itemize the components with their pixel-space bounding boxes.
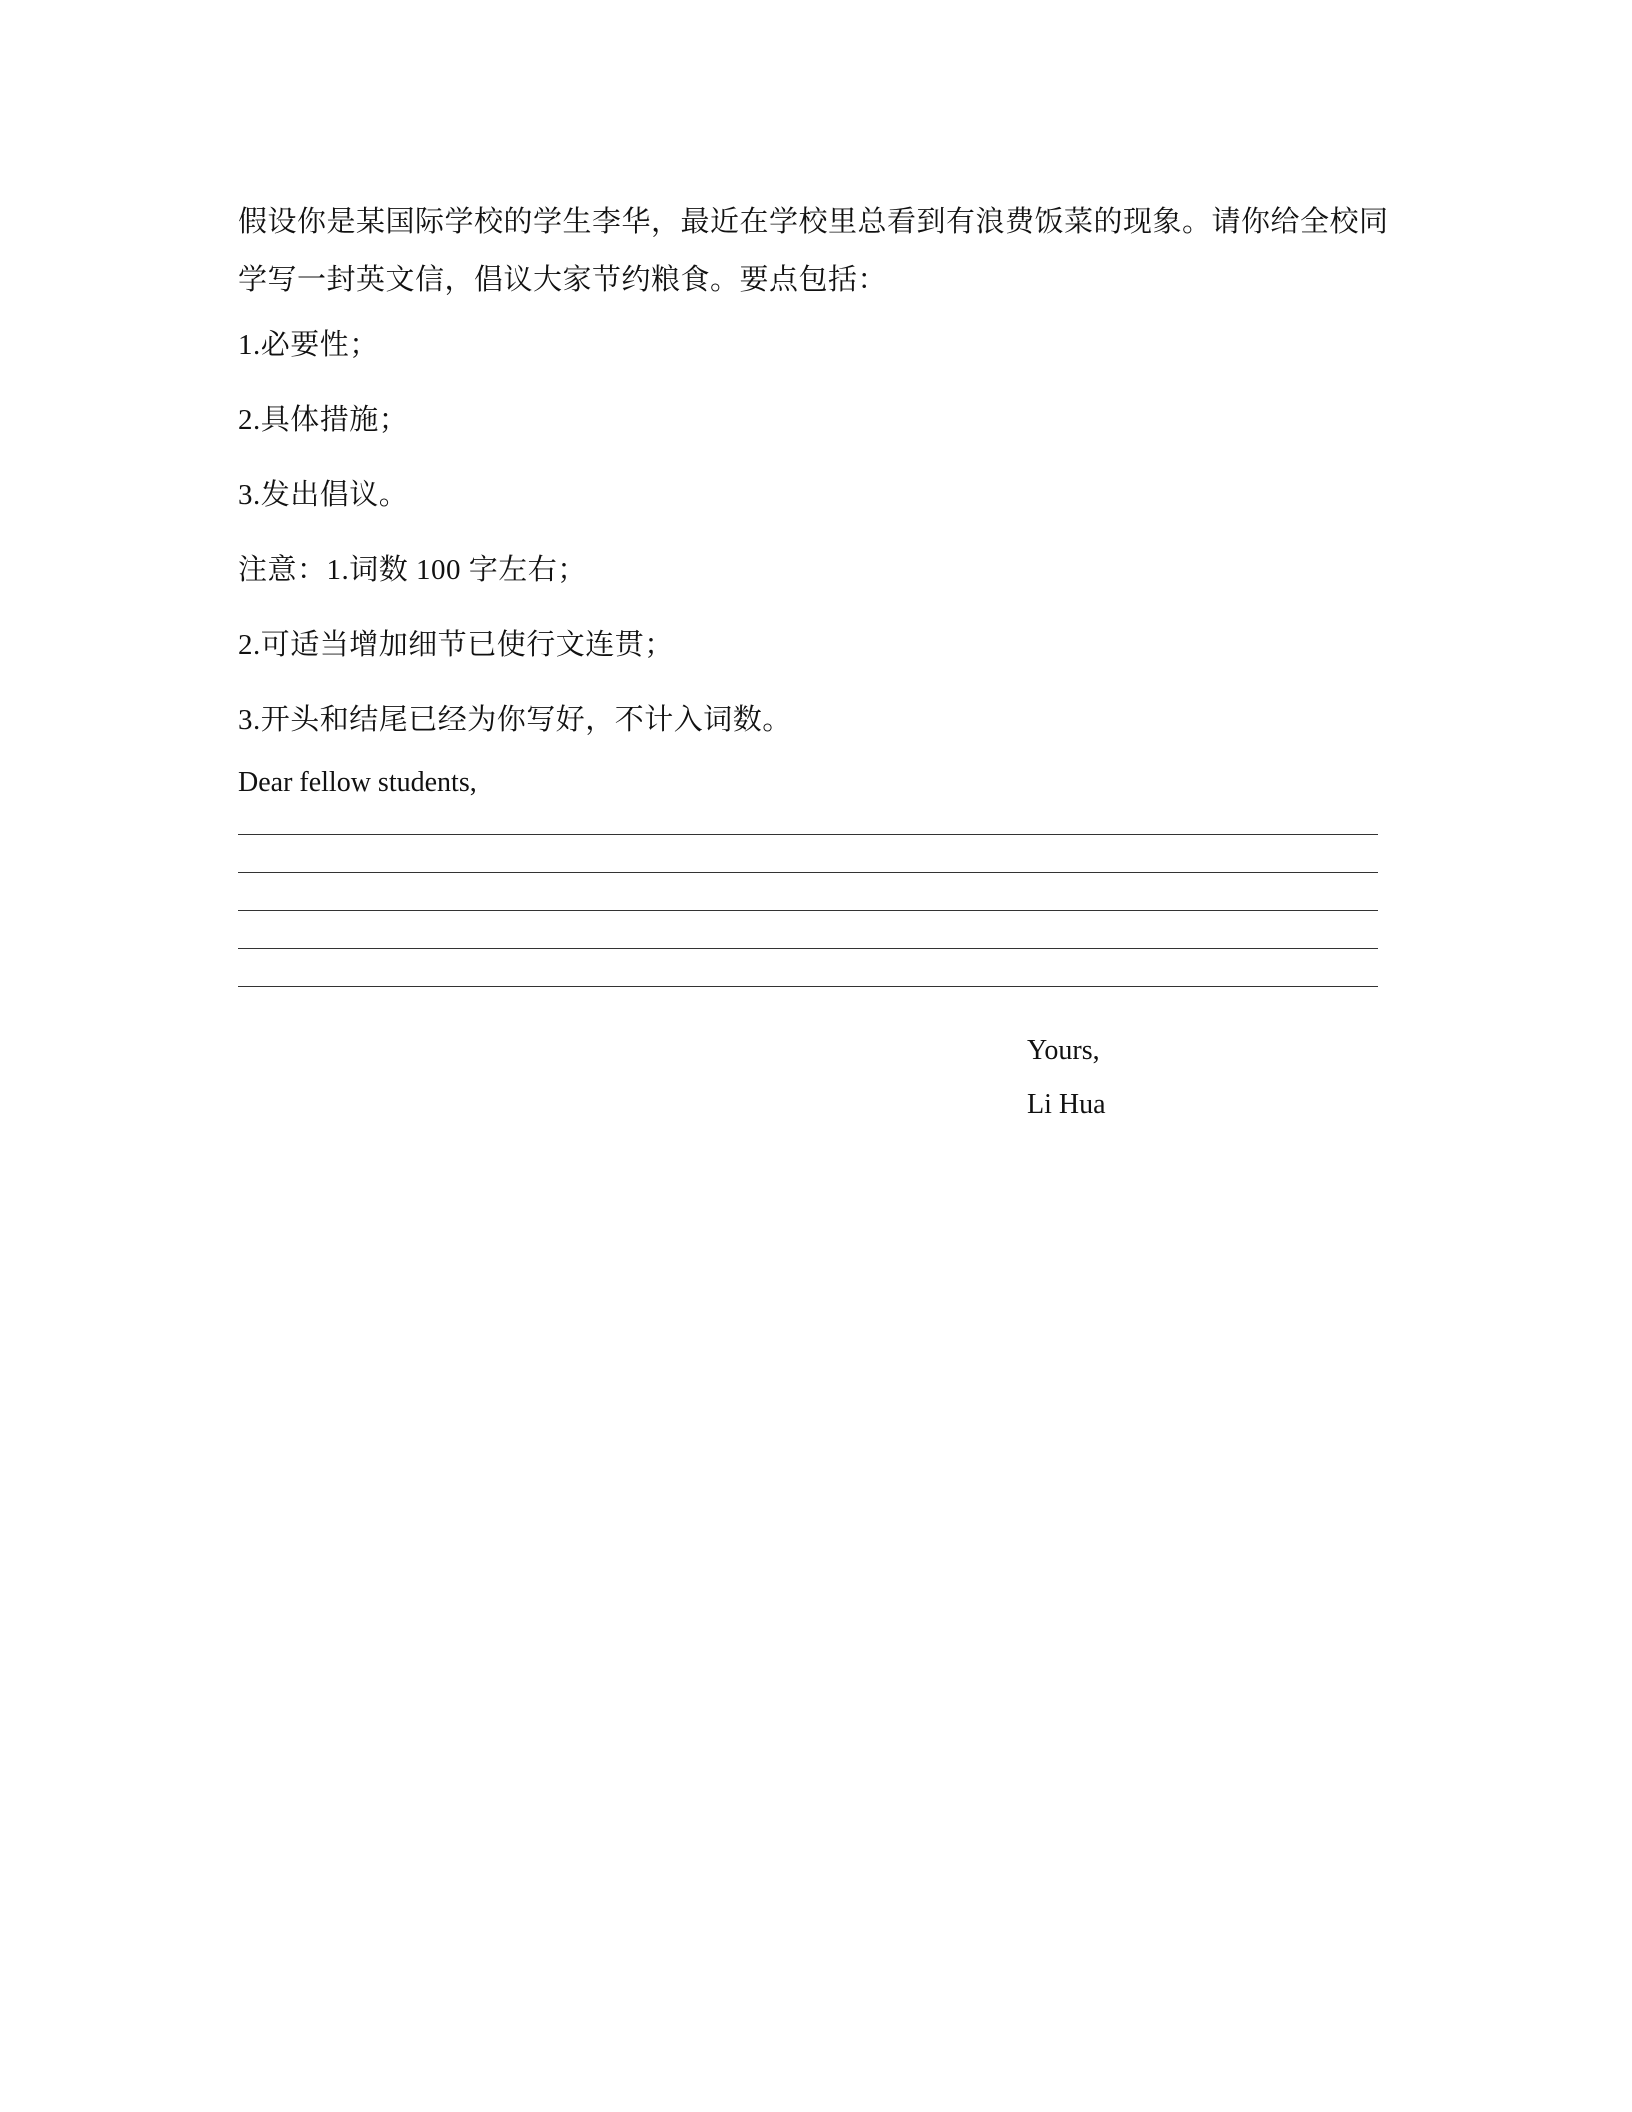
note-2 bbox=[238, 626, 1398, 663]
note-1-number: 1. bbox=[326, 554, 350, 586]
requirement-3-text: 发出倡议。 bbox=[260, 477, 409, 511]
requirement-3-number: 3. bbox=[238, 479, 261, 511]
note-1 bbox=[238, 551, 1398, 588]
note-prefix: 注意： bbox=[238, 552, 327, 586]
letter-greeting: Dear fellow students, bbox=[238, 767, 477, 798]
requirement-2 bbox=[238, 401, 1398, 438]
letter-signoff bbox=[1027, 1024, 1106, 1132]
note-3-number: 3. bbox=[238, 704, 261, 736]
note-1-text-after: 字左右； bbox=[468, 552, 587, 586]
requirement-3 bbox=[238, 476, 1398, 513]
note-1-word-count: 100 bbox=[408, 554, 469, 586]
writing-line bbox=[238, 910, 1378, 911]
writing-line bbox=[238, 872, 1378, 873]
prompt-content bbox=[238, 192, 1398, 1024]
letter-closing: Yours, bbox=[1027, 1035, 1100, 1066]
requirement-1-text: 必要性； bbox=[260, 327, 379, 361]
writing-line bbox=[238, 948, 1378, 949]
note-3-text: 开头和结尾已经为你写好，不计入词数。 bbox=[260, 702, 792, 736]
requirement-1-number: 1. bbox=[238, 329, 261, 361]
writing-area bbox=[238, 834, 1378, 987]
writing-line bbox=[238, 834, 1378, 835]
prompt-intro: 假设你是某国际学校的学生李华，最近在学校里总看到有浪费饭菜的现象。请你给全校同学写一封英文信，倡议大家节约粮食。要点包括： bbox=[238, 204, 1389, 296]
requirement-2-number: 2. bbox=[238, 404, 261, 436]
note-2-number: 2. bbox=[238, 629, 261, 661]
writing-line bbox=[238, 986, 1378, 987]
requirement-1 bbox=[238, 326, 1398, 363]
note-2-text: 可适当增加细节已使行文连贯； bbox=[260, 627, 674, 661]
requirement-2-text: 具体措施； bbox=[260, 402, 409, 436]
letter-signature: Li Hua bbox=[1027, 1089, 1106, 1120]
note-3 bbox=[238, 701, 1398, 738]
note-1-text-before: 词数 bbox=[349, 552, 409, 586]
